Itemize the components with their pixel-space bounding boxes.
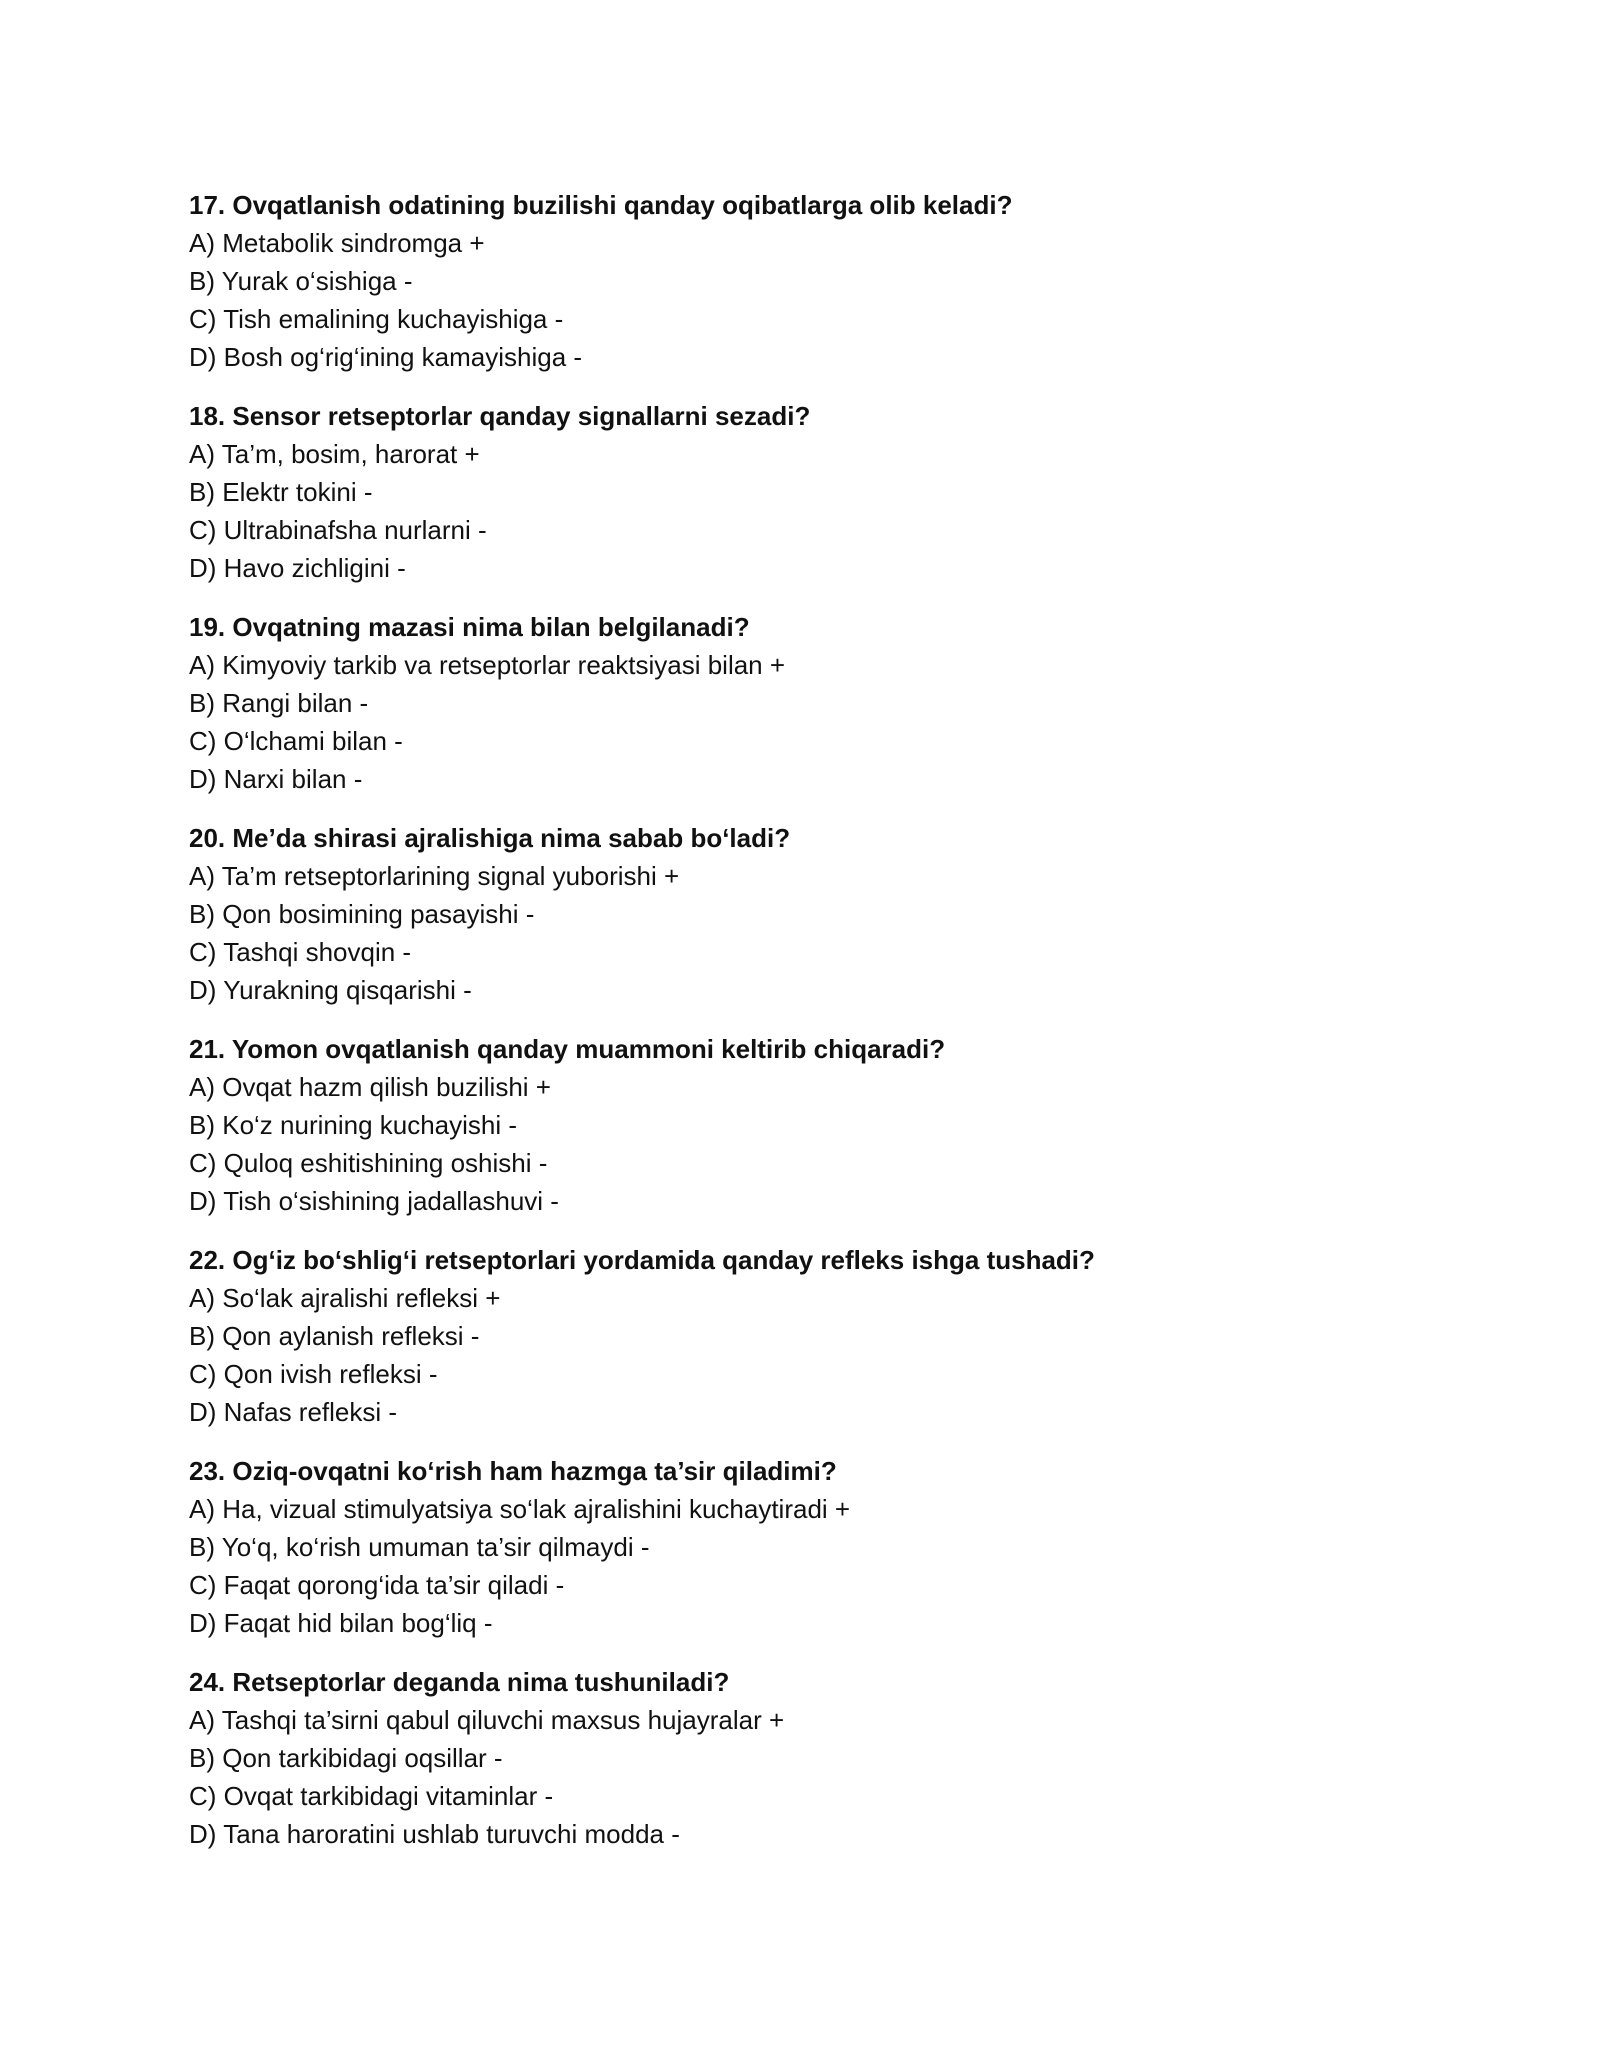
question-19: [189, 608, 1419, 798]
option-b: B) Ko‘z nurining kuchayishi -: [189, 1110, 518, 1140]
question-24: [189, 1663, 1419, 1853]
question-title: 21. Yomon ovqatlanish qanday muammoni keltirib chiqaradi?: [189, 1034, 946, 1064]
option-d: D) Bosh og‘rig‘ining kamayishiga -: [189, 342, 583, 372]
question-22: [189, 1241, 1419, 1431]
option-b: B) Qon aylanish refleksi -: [189, 1321, 480, 1351]
option-b: B) Yo‘q, ko‘rish umuman ta’sir qilmaydi -: [189, 1532, 650, 1562]
option-d: D) Narxi bilan -: [189, 764, 363, 794]
option-b: B) Yurak o‘sishiga -: [189, 266, 413, 296]
option-d: D) Nafas refleksi -: [189, 1397, 398, 1427]
option-b: B) Qon tarkibidagi oqsillar -: [189, 1743, 503, 1773]
option-c: C) Tish emalining kuchayishiga -: [189, 304, 564, 334]
question-21: [189, 1030, 1419, 1220]
option-a: A) Ta’m, bosim, harorat +: [189, 439, 480, 469]
option-b: B) Elektr tokini -: [189, 477, 373, 507]
question-18: [189, 397, 1419, 587]
question-17: [189, 186, 1419, 376]
option-a: A) So‘lak ajralishi refleksi +: [189, 1283, 501, 1313]
option-a: A) Ovqat hazm qilish buzilishi +: [189, 1072, 551, 1102]
question-title: 24. Retseptorlar deganda nima tushuniladi?: [189, 1667, 730, 1697]
option-d: D) Yurakning qisqarishi -: [189, 975, 472, 1005]
question-title: 19. Ovqatning mazasi nima bilan belgilanadi?: [189, 612, 750, 642]
option-c: C) Ovqat tarkibidagi vitaminlar -: [189, 1781, 554, 1811]
question-23: [189, 1452, 1419, 1642]
question-20: [189, 819, 1419, 1009]
option-d: D) Faqat hid bilan bog‘liq -: [189, 1608, 493, 1638]
option-b: B) Rangi bilan -: [189, 688, 369, 718]
question-title: 23. Oziq-ovqatni ko‘rish ham hazmga ta’sir qiladimi?: [189, 1456, 837, 1486]
option-d: D) Havo zichligini -: [189, 553, 406, 583]
question-list: [189, 186, 1419, 1874]
option-d: D) Tana haroratini ushlab turuvchi modda -: [189, 1819, 680, 1849]
question-title: 17. Ovqatlanish odatining buzilishi qanday oqibatlarga olib keladi?: [189, 190, 1013, 220]
question-title: 18. Sensor retseptorlar qanday signallarni sezadi?: [189, 401, 811, 431]
option-a: A) Ta’m retseptorlarining signal yuborishi +: [189, 861, 680, 891]
question-title: 20. Me’da shirasi ajralishiga nima sabab bo‘ladi?: [189, 823, 791, 853]
option-c: C) Ultrabinafsha nurlarni -: [189, 515, 487, 545]
option-a: A) Tashqi ta’sirni qabul qiluvchi maxsus hujayralar +: [189, 1705, 785, 1735]
question-title: 22. Og‘iz bo‘shlig‘i retseptorlari yordamida qanday refleks ishga tushadi?: [189, 1245, 1095, 1275]
option-a: A) Kimyoviy tarkib va retseptorlar reaktsiyasi bilan +: [189, 650, 786, 680]
option-c: C) Qon ivish refleksi -: [189, 1359, 438, 1389]
option-a: A) Metabolik sindromga +: [189, 228, 485, 258]
option-d: D) Tish o‘sishining jadallashuvi -: [189, 1186, 559, 1216]
option-c: C) Faqat qorong‘ida ta’sir qiladi -: [189, 1570, 565, 1600]
option-b: B) Qon bosimining pasayishi -: [189, 899, 535, 929]
option-c: C) Quloq eshitishining oshishi -: [189, 1148, 548, 1178]
option-c: C) O‘lchami bilan -: [189, 726, 403, 756]
option-c: C) Tashqi shovqin -: [189, 937, 412, 967]
option-a: A) Ha, vizual stimulyatsiya so‘lak ajralishini kuchaytiradi +: [189, 1494, 851, 1524]
